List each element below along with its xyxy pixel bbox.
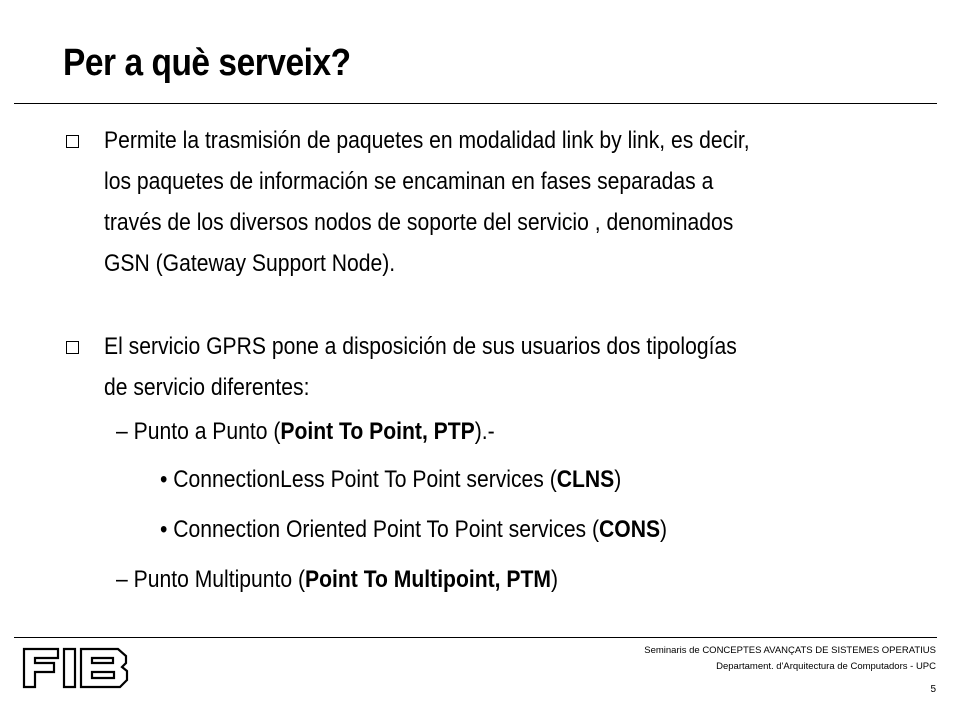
- sub-item-ptp: [116, 418, 495, 446]
- bullet-1-line-3: través de los diversos nodos de soporte del servicio , denominados: [104, 209, 734, 236]
- footer-seminar-line: Seminaris de CONCEPTES AVANÇATS DE SISTEMES OPERATIUS: [644, 645, 936, 656]
- bullet-1-line-2: los paquetes de información se encaminan en fases separadas a: [104, 168, 714, 195]
- square-bullet-icon: [66, 341, 79, 354]
- sub-sub-item-cons: [160, 516, 667, 544]
- sub-item-ptm-text: Punto Multipunto (: [133, 566, 306, 593]
- sub-item-ptp-text: Punto a Punto (: [133, 418, 281, 445]
- bullet-2-line-2: de servicio diferentes:: [104, 374, 310, 401]
- bullet-1-line-4: GSN (Gateway Support Node).: [104, 250, 396, 277]
- sub-item-ptp-bold: Point To Point, PTP: [280, 418, 475, 445]
- sub-sub-item-cons-bold: CONS: [599, 516, 661, 543]
- footer-divider: [14, 637, 937, 638]
- dash-marker: –: [116, 566, 128, 593]
- square-bullet-icon: [66, 135, 79, 148]
- slide-title: Per a què serveix?: [63, 42, 351, 84]
- page-number: 5: [930, 684, 936, 695]
- bullet-paragraph-1: [104, 120, 750, 284]
- sub-item-ptm-end: ): [550, 566, 559, 593]
- sub-item-ptp-end: ).-: [474, 418, 495, 445]
- title-divider: [14, 103, 937, 104]
- dot-marker: •: [160, 466, 168, 493]
- bullet-2-line-1: El servicio GPRS pone a disposición de sus usuarios dos tipologías: [104, 333, 737, 360]
- sub-sub-item-cons-text: Connection Oriented Point To Point services (: [173, 516, 600, 543]
- sub-sub-item-clns: [160, 466, 621, 494]
- bullet-paragraph-2: [104, 326, 737, 408]
- sub-item-ptm-bold: Point To Multipoint, PTM: [305, 566, 551, 593]
- footer-department-line: Departament. d'Arquitectura de Computadors - UPC: [716, 661, 936, 672]
- sub-item-ptm: [116, 566, 558, 594]
- sub-sub-item-clns-end: ): [614, 466, 622, 493]
- dash-marker: –: [116, 418, 128, 445]
- bullet-1-line-1: Permite la trasmisión de paquetes en modalidad link by link, es decir,: [104, 127, 750, 154]
- fib-logo: [22, 647, 130, 689]
- sub-sub-item-cons-end: ): [660, 516, 668, 543]
- sub-sub-item-clns-text: ConnectionLess Point To Point services (: [173, 466, 557, 493]
- sub-sub-item-clns-bold: CLNS: [556, 466, 615, 493]
- dot-marker: •: [160, 516, 168, 543]
